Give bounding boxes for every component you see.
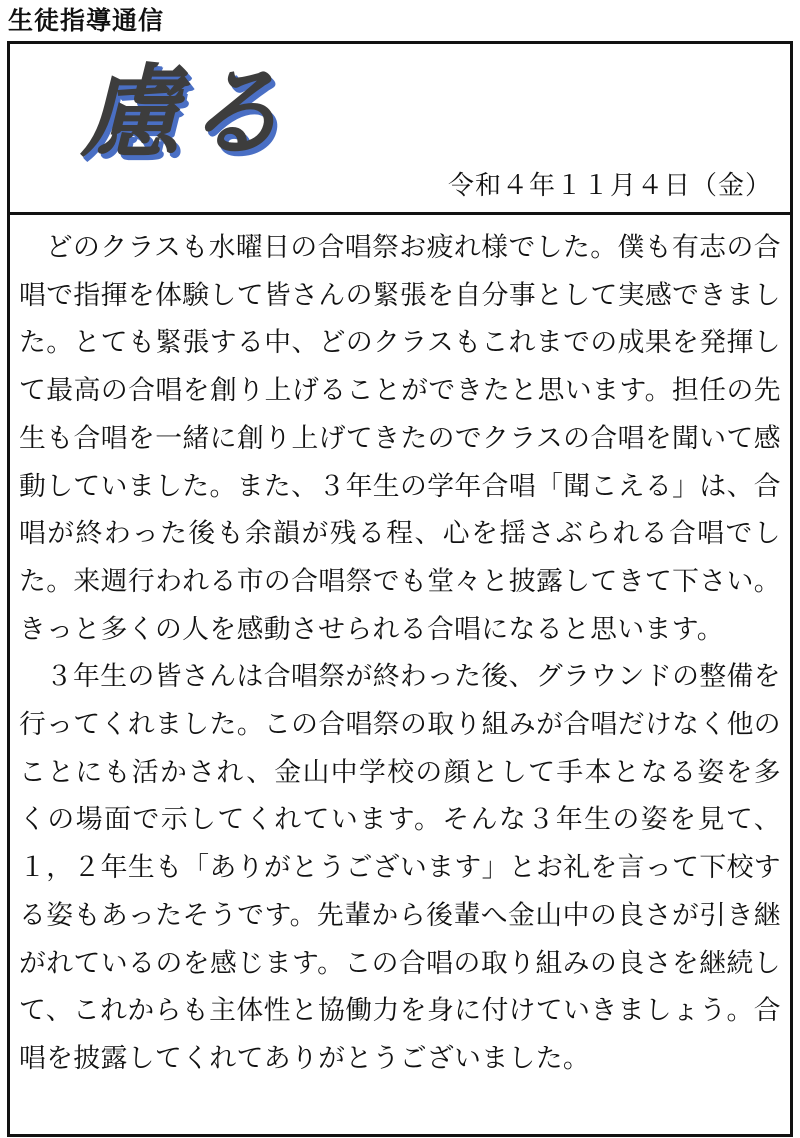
masthead-box bbox=[10, 44, 790, 215]
article-paragraph-1: どのクラスも水曜日の合唱祭お疲れ様でした。僕も有志の合唱で指揮を体験して皆さんの緊張を自分事として実感できました。とても緊張する中、どのクラスもこれまでの成果を発揮して最高の合唱を創り上げることができたと思います。担任の先生も合唱を一緒に創り上げてきたのでクラスの合唱を聞いて感動していました。また、３年生の学年合唱「聞こえる」は、合唱が終わった後も余韻が残る程、心を揺さぶられる合唱でした。来週行われる市の合唱祭でも堂々と披露してきて下さい。きっと多くの人を感動させられる合唱になると思います。 bbox=[19, 232, 781, 645]
issue-date: 令和４年１１月４日（金） bbox=[447, 171, 772, 201]
article-paragraph-2: ３年生の皆さんは合唱祭が終わった後、グラウンドの整備を行ってくれました。この合唱祭の取り組みが合唱だけなく他のことにも活かされ、金山中学校の顔として手本となる姿を多くの場面で示してくれています。そんな３年生の姿を見て、１，２年生も「ありがとうございます」とお礼を言って下校する姿もあったそうです。先輩から後輩へ金山中の良さが引き継がれているのを感じます。この合唱の取り組みの良さを継続して、これからも主体性と協働力を身に付けていきましょう。合唱を披露してくれてありがとうございました。 bbox=[19, 661, 781, 1074]
newsletter-frame bbox=[7, 41, 793, 1137]
article-body bbox=[19, 224, 781, 1083]
newsletter-kicker: 生徒指導通信 bbox=[8, 6, 165, 35]
masthead-title: 慮る bbox=[80, 54, 288, 171]
